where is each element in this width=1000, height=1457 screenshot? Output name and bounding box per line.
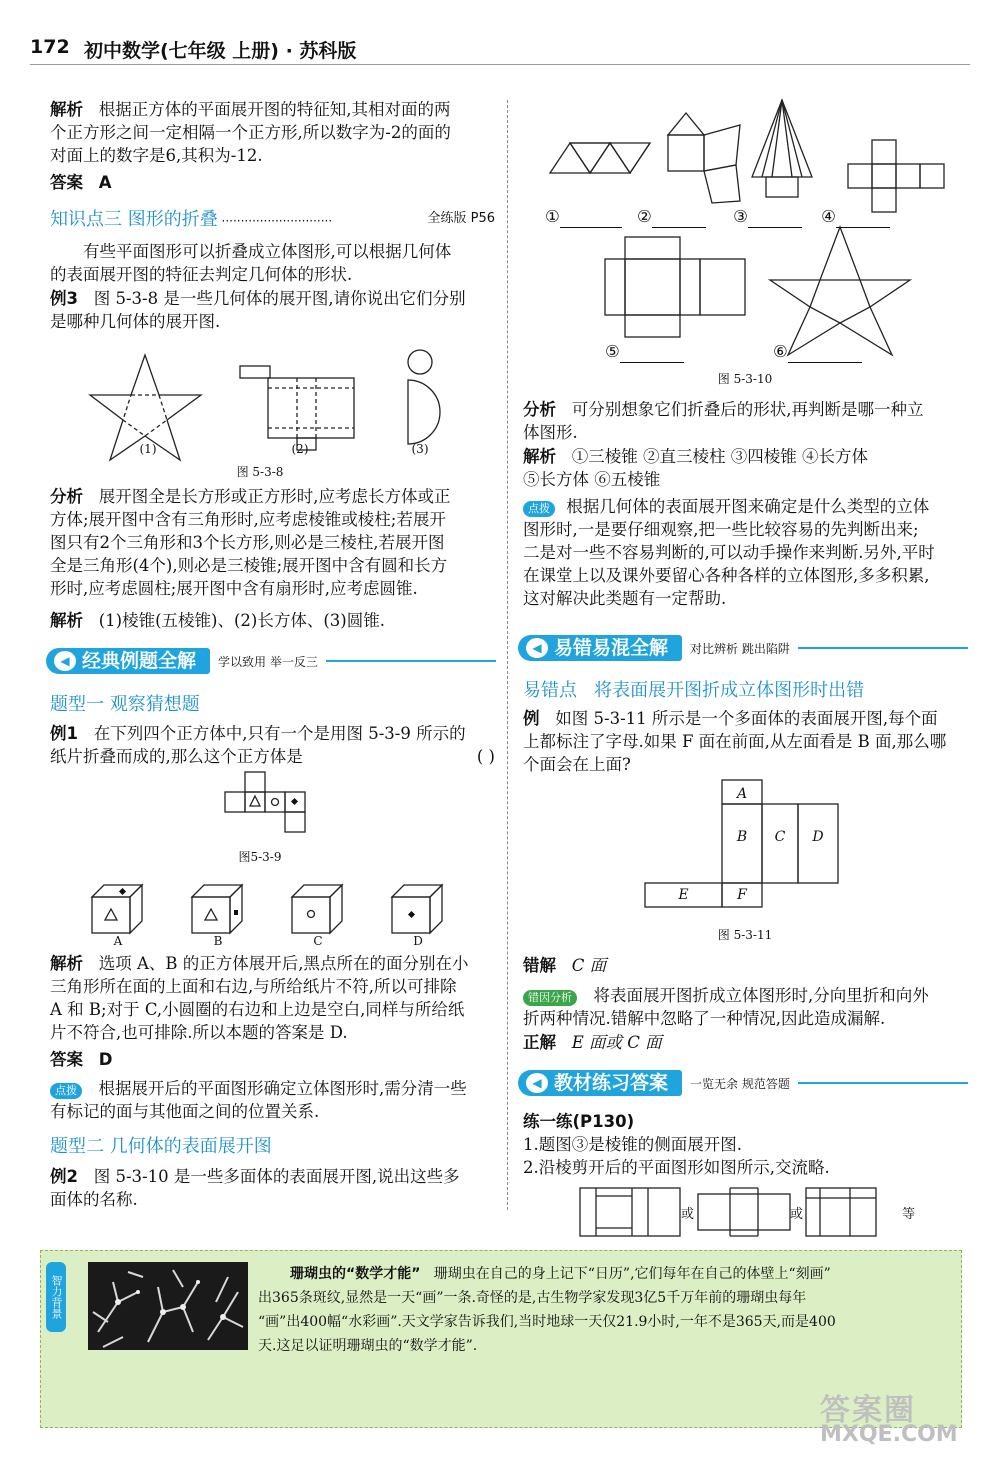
text-line: 三角形所在面的上面和右边,与所给纸片不符,所以可排除 <box>50 977 457 996</box>
trivia-title: 珊瑚虫的“数学才能” <box>290 1266 421 1282</box>
text-line: 二是对一些不容易判断的,可以动手操作来判断.另外,平时 <box>523 543 935 562</box>
answer-line <box>788 349 862 363</box>
analysis-line: 根据正方体的平面展开图的特征知,其相对面的两 <box>98 100 451 119</box>
text-line: 图只有2个三角形和3个长方形,则必是三棱柱,若展开图 <box>50 533 445 552</box>
analysis-3 <box>50 485 495 600</box>
coral-image <box>88 1262 248 1350</box>
analysis-2 <box>523 398 968 444</box>
example-1 <box>50 722 495 768</box>
etc-label: 等 <box>902 1207 916 1222</box>
answer-line <box>652 214 706 228</box>
text-line: 图形时,一是要仔细观察,把一些比较容易的先判断出来; <box>523 520 919 539</box>
text-line: 选项 A、B 的正方体展开后,黑点所在的面分别在小 <box>98 954 469 973</box>
answer-label: 答案 <box>50 173 83 192</box>
answer-label: 答案 <box>50 1050 83 1069</box>
text-line: 珊瑚虫在自己的身上记下“日历”,它们每年在自己的体壁上“刻画” <box>433 1266 831 1282</box>
solution-2 <box>523 445 968 491</box>
banner-pill <box>518 635 682 661</box>
trivia-tab: 智力背景 <box>46 1262 66 1332</box>
correct-solution <box>523 1031 662 1054</box>
analysis-line: 对面上的数字是6,其积为-12. <box>50 146 263 165</box>
error-point-label: 易错点 <box>523 680 577 701</box>
fig-sublabel: ⑤ <box>605 342 620 361</box>
fig-sublabel: ⑥ <box>773 342 788 361</box>
tip-badge: 点拨 <box>50 1083 82 1099</box>
example-label: 例 <box>523 709 540 728</box>
face-label-a: A <box>736 786 748 802</box>
cube-label: D <box>413 934 423 948</box>
text-line: 个面会在上面? <box>523 755 631 774</box>
page-number: 172 <box>30 36 70 58</box>
banner-line <box>798 1082 968 1084</box>
banner-common-errors <box>518 633 968 663</box>
analysis-label: 分析 <box>50 487 83 506</box>
banner-classic-examples <box>46 646 496 676</box>
face-label-f: F <box>737 887 747 903</box>
text-line: 有标记的面与其他面之间的位置关系. <box>50 1102 320 1121</box>
analysis-label: 解析 <box>50 954 83 973</box>
banner-line <box>326 660 496 662</box>
header-rule <box>30 64 970 65</box>
text-line: 有些平面图形可以折叠成立体图形,可以根据几何体 <box>83 242 452 261</box>
practice-item: 1.题图③是棱锥的侧面展开图. <box>523 1135 742 1154</box>
answer-blank: ( ) <box>476 747 495 766</box>
cube-b <box>192 885 242 933</box>
text-line: “画”出400幅“水彩画”.天文学家告诉我们,当时地球一天仅21.9小时,一年不是365天,而是400 <box>258 1314 836 1330</box>
cube-label: B <box>213 934 223 948</box>
face-label-b: B <box>736 829 748 845</box>
text-line: 纸片折叠而成的,那么这个正方体是 <box>50 747 303 766</box>
correct-label: 正解 <box>523 1033 556 1052</box>
analysis-example-1 <box>50 952 495 1044</box>
example-label: 例2 <box>50 1167 78 1186</box>
speaker-icon: ◀ <box>526 638 548 658</box>
text-line: 根据展开后的平面图形确定立体图形时,需分清一些 <box>98 1079 467 1098</box>
analysis-1 <box>50 98 495 167</box>
fig5310-answers-top <box>545 205 965 228</box>
error-cause-badge: 错因分析 <box>523 990 577 1006</box>
answer-value: D <box>98 1050 113 1069</box>
text-line: 将表面展开图折成立体图形时,分向里折和向外 <box>593 986 929 1005</box>
banner-subtitle: 一览无余 规范答题 <box>690 1076 790 1091</box>
answer-example-1 <box>50 1048 112 1071</box>
text-line: 全是三角形(4个),则必是三棱锥;展开图中含有圆和长方 <box>50 556 448 575</box>
answer-line <box>836 214 890 228</box>
wrong-value: C 面 <box>571 956 607 975</box>
error-point <box>523 676 864 702</box>
text-line: 在课堂上以及课外要留心各种各样的立体图形,多多积累, <box>523 566 930 585</box>
practice-title: 练一练(P130) <box>523 1112 635 1131</box>
practice <box>523 1110 968 1179</box>
kp3-text <box>50 240 495 286</box>
banner-pill <box>518 1070 682 1096</box>
text-line: 图 5-3-8 是一些几何体的展开图,请你说出它们分别 <box>93 289 466 308</box>
speaker-icon: ◀ <box>526 1073 548 1093</box>
solution-3 <box>50 609 385 632</box>
banner-title: 教材练习答案 <box>554 1072 669 1094</box>
answer-value: A <box>98 173 112 192</box>
banner-title: 易错易混全解 <box>554 637 669 659</box>
fig-sublabel: ④ <box>821 207 836 226</box>
figure-caption: 图 5-3-8 <box>236 465 284 479</box>
practice-net-figure <box>580 1188 900 1238</box>
tip-badge: 点拨 <box>523 501 555 517</box>
solution-label: 解析 <box>523 447 556 466</box>
figure-caption: 图 5-3-10 <box>717 372 773 386</box>
fig-sublabel: (2) <box>291 442 309 456</box>
solution-text: (1)棱锥(五棱锥)、(2)长方体、(3)圆锥. <box>98 611 385 630</box>
face-label-e: E <box>678 887 689 903</box>
cube-options <box>92 885 452 935</box>
kp3-ref: 全练版 P56 <box>427 211 495 226</box>
or-label: 或 <box>681 1207 695 1222</box>
fig5310-answers-bottom <box>605 340 985 363</box>
fig-sublabel: ① <box>545 207 560 226</box>
text-line: 的表面展开图的特征去判定几何体的形状. <box>50 265 353 284</box>
watermark-url: MXQE.COM <box>820 1422 958 1447</box>
cube-a <box>92 885 142 933</box>
text-line: 如图 5-3-11 所示是一个多面体的表面展开图,每个面 <box>555 709 938 728</box>
banner-subtitle: 对比辨析 跳出陷阱 <box>690 641 790 656</box>
example-error <box>523 707 968 776</box>
fig-sublabel: ② <box>637 207 652 226</box>
banner-textbook-answers <box>518 1068 968 1098</box>
wrong-label: 错解 <box>523 956 556 975</box>
text-line: 天.这足以证明珊瑚虫的“数学才能”. <box>258 1338 478 1354</box>
text-line: ①三棱锥 ②直三棱柱 ③四棱锥 ④长方体 <box>571 447 868 466</box>
knowledge-point-3: 知识点三 图形的折叠 ····························· 全练版 P56 <box>50 209 495 230</box>
text-line: 形时,应考虑圆柱;展开图中含有扇形时,应考虑圆锥. <box>50 579 418 598</box>
text-line: 折两种情况.错解中忽略了一种情况,因此造成漏解. <box>523 1009 886 1028</box>
text-line: 展开图全是长方形或正方形时,应考虑长方体或正 <box>98 487 451 506</box>
text-line: A 和 B;对于 C,小圆圈的右边和上边是空白,同样与所给纸 <box>50 1000 465 1019</box>
figure-caption: 图5-3-9 <box>238 850 282 864</box>
text-line: 可分别想象它们折叠后的形状,再判断是哪一种立 <box>571 400 924 419</box>
watermark-logo: 答案圈 <box>820 1393 916 1428</box>
answer-line <box>748 214 802 228</box>
example-3 <box>50 287 495 333</box>
or-label: 或 <box>790 1207 804 1222</box>
figure-caption: 图 5-3-11 <box>717 928 773 942</box>
figure-5-3-8 <box>90 340 470 480</box>
analysis-label: 解析 <box>50 100 83 119</box>
cube-c <box>292 885 342 933</box>
text-line: 出365条斑纹,显然是一天“画”一条.奇怪的是,古生物学家发现3亿5千万年前的珊瑚虫每年 <box>258 1290 807 1306</box>
type-2-title: 题型二 几何体的表面展开图 <box>50 1136 272 1157</box>
banner-title: 经典例题全解 <box>82 650 197 672</box>
text-line: 这对解决此类题有一定帮助. <box>523 589 727 608</box>
cube-label: A <box>113 934 123 948</box>
face-label-d: D <box>812 829 824 845</box>
kp3-title: 知识点三 图形的折叠 <box>50 209 218 230</box>
answer-1 <box>50 171 112 194</box>
trivia-text-cont <box>258 1286 958 1358</box>
text-line: 体图形. <box>523 423 578 442</box>
speaker-icon: ◀ <box>54 651 76 671</box>
fig-sublabel: ③ <box>733 207 748 226</box>
analysis-label: 分析 <box>523 400 556 419</box>
fig-sublabel: (3) <box>411 442 429 456</box>
correct-value: E 面或 C 面 <box>571 1033 662 1052</box>
wrong-solution <box>523 954 606 977</box>
practice-item: 2.沿棱剪开后的平面图形如图所示,交流略. <box>523 1158 830 1177</box>
error-point-text: 将表面展开图折成立体图形时出错 <box>594 680 865 701</box>
answer-line <box>560 214 622 228</box>
text-line: ⑤长方体 ⑥五棱锥 <box>523 470 661 489</box>
text-line: 上都标注了字母.如果 F 面在前面,从左面看是 B 面,那么哪 <box>523 732 947 751</box>
face-label-c: C <box>774 829 786 845</box>
text-line: 在下列四个正方体中,只有一个是用图 5-3-9 所示的 <box>93 724 466 743</box>
banner-line <box>798 647 968 649</box>
text-line: 方体;展开图中含有三角形时,应考虑棱锥或棱柱;若展开 <box>50 510 446 529</box>
solution-label: 解析 <box>50 611 83 630</box>
figure-5-3-9 <box>225 772 335 842</box>
figure-5-3-10 <box>540 95 960 365</box>
example-2 <box>50 1165 495 1211</box>
text-line: 是哪种几何体的展开图. <box>50 312 221 331</box>
book-title: 初中数学(七年级 上册) · 苏科版 <box>84 40 357 62</box>
cube-d <box>392 885 442 933</box>
tip-2 <box>523 495 968 610</box>
example-label: 例1 <box>50 724 78 743</box>
text-line: 根据几何体的表面展开图来确定是什么类型的立体 <box>566 497 930 516</box>
tip-1 <box>50 1077 495 1123</box>
trivia-text <box>290 1262 950 1286</box>
banner-subtitle: 学以致用 举一反三 <box>218 654 318 669</box>
fig-sublabel: (1) <box>139 442 157 456</box>
text-line: 面体的名称. <box>50 1190 138 1209</box>
answer-line <box>620 349 684 363</box>
cube-label: C <box>313 934 323 948</box>
analysis-line: 个正方形之间一定相隔一个正方形,所以数字为-2的面的 <box>50 123 451 142</box>
wrong-analysis <box>523 984 968 1030</box>
type-1-title: 题型一 观察猜想题 <box>50 694 200 715</box>
column-divider <box>507 100 508 1210</box>
text-line: 图 5-3-10 是一些多面体的表面展开图,说出这些多 <box>93 1167 460 1186</box>
banner-pill <box>46 648 210 674</box>
example-label: 例3 <box>50 289 78 308</box>
text-line: 片不符合,也可排除.所以本题的答案是 D. <box>50 1023 348 1042</box>
